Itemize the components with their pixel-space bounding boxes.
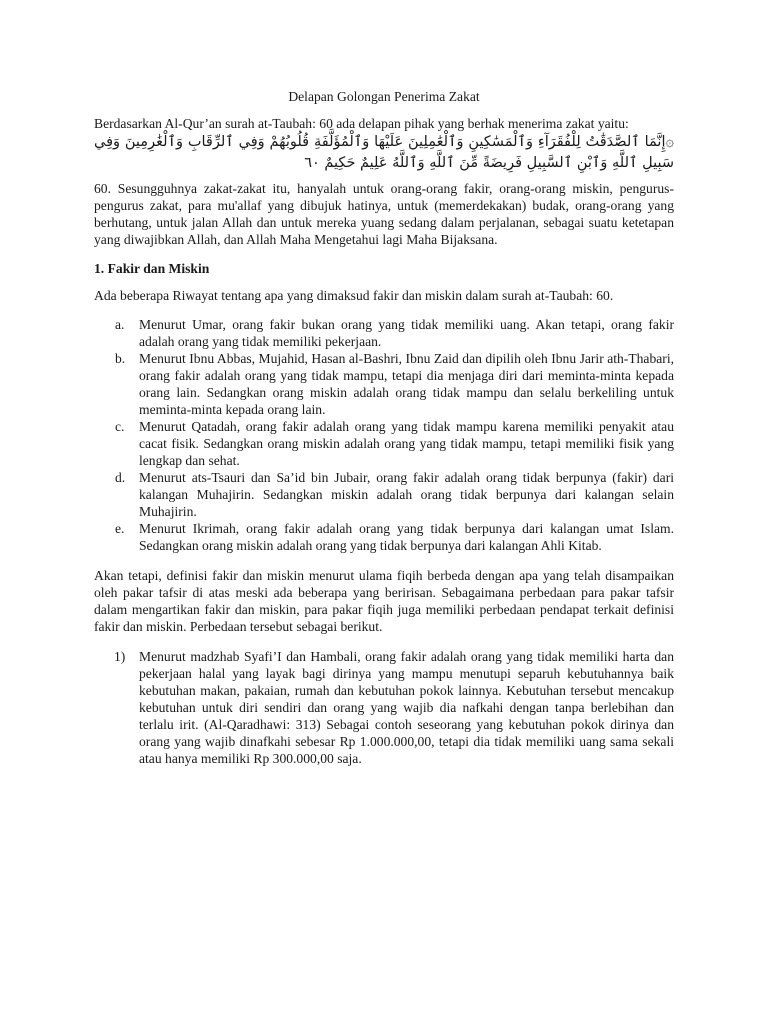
list-item-text: Menurut Ibnu Abbas, Mujahid, Hasan al-Bashri, Ibnu Zaid dan dipilih oleh Ibnu Jarir ath-Thabari, orang fakir adalah orang yang tidak mampu, tetapi dia menjaga diri dari meminta-minta kepada orang lain. Sedangkan orang miskin adalah orang tidak mampu dan selalu berkeliling untuk meminta-minta kepada orang lain.	[139, 351, 674, 417]
intro-paragraph: Berdasarkan Al-Qur’an surah at-Taubah: 60 ada delapan pihak yang berhak menerima zakat yaitu:	[94, 116, 629, 131]
arabic-verse: ۞إِنَّمَا ٱلصَّدَقَٰتُ لِلْفُقَرَآءِ وَٱلْمَسَٰكِينِ وَٱلْعَٰمِلِينَ عَلَيْهَا وَٱلْمُؤَلَّفَةِ قُلُوبُهُمْ وَفِي ٱلرِّقَابِ وَٱلْغَٰرِمِينَ وَفِي سَبِيلِ ٱللَّهِ وَٱبْنِ ٱلسَّبِيلِ فَرِيضَةً مِّنَ ٱللَّهِ وَٱللَّهُ عَلِيمٌ حَكِيمٌ ٦٠	[94, 134, 674, 171]
document-title: Delapan Golongan Penerima Zakat	[288, 89, 480, 104]
list-marker: b.	[115, 351, 126, 366]
list-item	[94, 316, 674, 350]
translation-paragraph: 60. Sesungguhnya zakat-zakat itu, hanyalah untuk orang-orang fakir, orang-orang miskin, pengurus-pengurus zakat, para mu'allaf yang dibujuk hatinya, untuk (memerdekakan) budak, orang-orang yang berhutang, untuk jalan Allah dan untuk mereka yuang sedang dalam perjalanan, sebagai suatu ketetapan yang diwajibkan Allah, dan Allah Maha Mengetahui lagi Maha Bijaksana.	[94, 181, 674, 247]
list-item	[94, 350, 674, 418]
list-marker: d.	[115, 470, 126, 485]
list-marker: c.	[115, 419, 125, 434]
madzhab-list	[94, 648, 674, 767]
list-item-text: Menurut ats-Tsauri dan Sa’id bin Jubair, orang fakir adalah orang tidak berpunya (fakir) dari kalangan Muhajirin. Sedangkan miskin adalah orang tidak berpunya dari kalangan selain Muhajirin.	[139, 470, 674, 519]
section-intro-paragraph: Ada beberapa Riwayat tentang apa yang dimaksud fakir dan miskin dalam surah at-Taubah: 60.	[94, 288, 614, 303]
riwayat-list	[94, 316, 674, 554]
list-marker: 1)	[114, 649, 126, 664]
list-marker: a.	[115, 317, 125, 332]
list-item-text: Menurut Qatadah, orang fakir adalah orang yang tidak mampu karena memiliki penyakit atau cacat fisik. Sedangkan orang miskin adalah orang yang tidak mampu, tetapi memiliki fisik yang lengkap dan sehat.	[139, 419, 674, 468]
document-body	[94, 88, 674, 767]
fiqih-paragraph: Akan tetapi, definisi fakir dan miskin menurut ulama fiqih berbeda dengan apa yang telah disampaikan oleh pakar tafsir di atas meski ada beberapa yang beririsan. Sebagaimana perbedaan para pakar tafsir dalam mengartikan fakir dan miskin, para pakar fiqih juga memiliki perbedaan pendapat terkait definisi fakir dan miskin. Perbedaan tersebut sebagai berikut.	[94, 568, 674, 634]
list-marker: e.	[115, 521, 125, 536]
list-item-text: Menurut Ikrimah, orang fakir adalah orang yang tidak berpunya dari kalangan umat Islam. Sedangkan orang miskin adalah orang yang tidak berpunya dari kalangan Ahli Kitab.	[139, 521, 674, 553]
list-item	[94, 520, 674, 554]
list-item-text: Menurut Umar, orang fakir bukan orang yang tidak memiliki uang. Akan tetapi, orang fakir adalah orang yang tidak memiliki pekerjaan.	[139, 317, 674, 349]
section-heading-fakir-miskin: 1. Fakir dan Miskin	[94, 261, 210, 276]
list-item-text: Menurut madzhab Syafi’I dan Hambali, orang fakir adalah orang yang tidak memiliki harta dan pekerjaan halal yang layak bagi dirinya yang mampu menutupi separuh kebutuhannya baik kebutuhan makan, pakaian, rumah dan kebutuhan pokok lainnya. Kebutuhan tersebut mencakup kebutuhan untuk diri sendiri dan orang yang wajib dia nafkahi dengan tanpa berlebihan dan terlalu irit. (Al-Qaradhawi: 313) Sebagai contoh seseorang yang kebutuhan pokok dirinya dan orang yang wajib dinafkahi sebesar Rp 1.000.000,00, tetapi dia tidak memiliki uang sama sekali atau hanya memiliki Rp 300.000,00 saja.	[139, 649, 674, 766]
list-item	[94, 469, 674, 520]
list-item	[94, 648, 674, 767]
list-item	[94, 418, 674, 469]
